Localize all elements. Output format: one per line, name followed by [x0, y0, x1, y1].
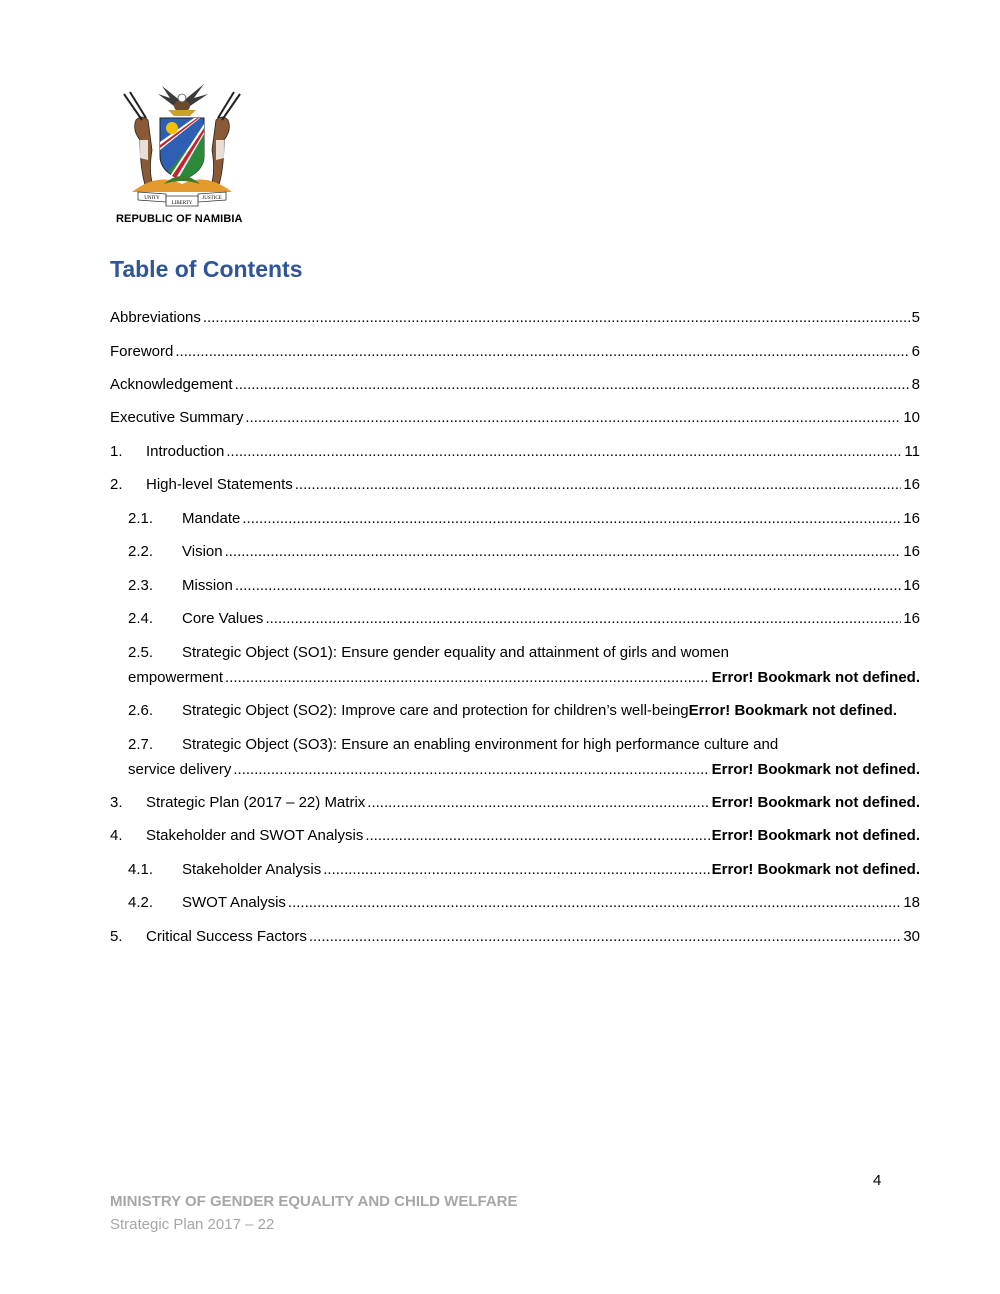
toc-page-error: Error! Bookmark not defined. [688, 702, 897, 719]
toc-entry-strategic-object-so1[interactable] [110, 643, 920, 688]
toc-entry-text: Introduction [146, 443, 225, 460]
toc-entry-abbreviations[interactable] [110, 308, 920, 328]
dot-leader [233, 760, 709, 780]
toc-entry-number: 4. [110, 827, 123, 844]
toc-page-number: 16 [903, 510, 920, 527]
toc-entry-text-line1: Strategic Object (SO1): Ensure gender equality and attainment of girls and women [182, 644, 729, 661]
dot-leader [288, 893, 901, 913]
toc-entry-number: 3. [110, 794, 123, 811]
toc-entry-text: Strategic Object (SO2): Improve care and protection for children’s well-being [182, 702, 689, 719]
toc-page-error: Error! Bookmark not defined. [711, 669, 920, 686]
toc-entry-number: 2.3. [128, 577, 154, 594]
toc-entry-strategic-plan-matrix[interactable] [110, 793, 920, 813]
toc-entry-text: Acknowledgement [110, 376, 233, 393]
toc-page-number: 16 [903, 610, 920, 627]
toc-page-number: 16 [903, 577, 920, 594]
toc-entry-number: 2.1. [128, 510, 154, 527]
footer-ministry: MINISTRY OF GENDER EQUALITY AND CHILD WELFARE [110, 1193, 518, 1210]
dot-leader [365, 826, 709, 846]
dot-leader [295, 475, 902, 495]
toc-page-number: 10 [903, 409, 920, 426]
toc-page-error: Error! Bookmark not defined. [711, 794, 920, 811]
toc-page-error: Error! Bookmark not defined. [711, 861, 920, 878]
toc-entry-strategic-object-so3[interactable] [110, 735, 920, 780]
dot-leader [309, 927, 901, 947]
toc-entry-vision[interactable] [110, 542, 920, 562]
toc-entry-text: High-level Statements [146, 476, 293, 493]
dot-leader [235, 576, 901, 596]
dot-leader [235, 375, 910, 395]
namibia-coat-of-arms-icon [118, 80, 246, 210]
toc-entry-introduction[interactable] [110, 442, 920, 462]
toc-entry-text: Stakeholder and SWOT Analysis [146, 827, 364, 844]
toc-entry-executive-summary[interactable] [110, 408, 920, 428]
toc-entry-critical-success-factors[interactable] [110, 927, 920, 947]
page-number: 4 [873, 1172, 882, 1189]
toc-page-number: 11 [904, 443, 920, 460]
dot-leader [225, 542, 902, 562]
toc-entry-text: Foreword [110, 343, 174, 360]
toc-entry-mission[interactable] [110, 576, 920, 596]
dot-leader [226, 442, 902, 462]
toc-entry-number: 5. [110, 928, 123, 945]
toc-entry-text: Critical Success Factors [146, 928, 307, 945]
ribbon-unity: UNITY [144, 196, 160, 201]
dot-leader [225, 668, 710, 688]
toc-entry-core-values[interactable] [110, 609, 920, 629]
toc-entry-text: Vision [182, 543, 223, 560]
ribbon-justice: JUSTICE [202, 196, 222, 201]
toc-entry-number: 2.6. [128, 702, 154, 719]
toc-page-number: 5 [911, 309, 920, 326]
toc-page-number: 16 [903, 543, 920, 560]
toc-entry-foreword[interactable] [110, 342, 920, 362]
dot-leader [323, 860, 709, 880]
toc-entry-text: Abbreviations [110, 309, 201, 326]
country-caption: REPUBLIC OF NAMIBIA [116, 213, 243, 225]
dot-leader [367, 793, 709, 813]
toc-entry-stakeholder-analysis[interactable] [110, 860, 920, 880]
toc-page-error: Error! Bookmark not defined. [711, 761, 920, 778]
dot-leader [242, 509, 901, 529]
toc-entry-number: 1. [110, 443, 123, 460]
toc-entry-acknowledgement[interactable] [110, 375, 920, 395]
toc-entry-text: Core Values [182, 610, 264, 627]
toc-entry-number: 2. [110, 476, 123, 493]
toc-entry-high-level-statements[interactable] [110, 475, 920, 495]
toc-entry-text: Strategic Plan (2017 – 22) Matrix [146, 794, 366, 811]
toc-entry-text-line1: Strategic Object (SO3): Ensure an enabling environment for high performance culture and [182, 736, 779, 753]
toc-entry-text: Stakeholder Analysis [182, 861, 322, 878]
toc-page-number: 30 [903, 928, 920, 945]
toc-entry-swot-analysis[interactable] [110, 893, 920, 913]
toc-entry-number: 2.2. [128, 543, 154, 560]
toc-page-number: 8 [911, 376, 920, 393]
toc-page-number: 16 [903, 476, 920, 493]
ribbon-liberty: LIBERTY [171, 201, 193, 206]
toc-entry-number: 2.4. [128, 610, 154, 627]
toc-entry-stakeholder-swot[interactable] [110, 826, 920, 846]
toc-entry-text-line2: empowerment [128, 669, 224, 686]
toc-entry-number: 4.1. [128, 861, 154, 878]
toc-entry-text: Mandate [182, 510, 241, 527]
toc-entry-number: 2.7. [128, 736, 154, 753]
toc-entry-number: 4.2. [128, 894, 154, 911]
footer-plan: Strategic Plan 2017 – 22 [110, 1216, 275, 1233]
dot-leader [265, 609, 901, 629]
dot-leader [175, 342, 909, 362]
toc-page-error: Error! Bookmark not defined. [711, 827, 920, 844]
toc-page-number: 18 [903, 894, 920, 911]
toc-entry-mandate[interactable] [110, 509, 920, 529]
toc-entry-text: Executive Summary [110, 409, 244, 426]
toc-entry-number: 2.5. [128, 644, 154, 661]
dot-leader [203, 308, 910, 328]
toc-entry-strategic-object-so2[interactable] [110, 701, 897, 721]
toc-page-number: 6 [911, 343, 920, 360]
dot-leader [245, 408, 901, 428]
toc-entry-text: SWOT Analysis [182, 894, 286, 911]
page-title: Table of Contents [110, 256, 303, 282]
toc-entry-text: Mission [182, 577, 233, 594]
toc-entry-text-line2: service delivery [128, 761, 232, 778]
